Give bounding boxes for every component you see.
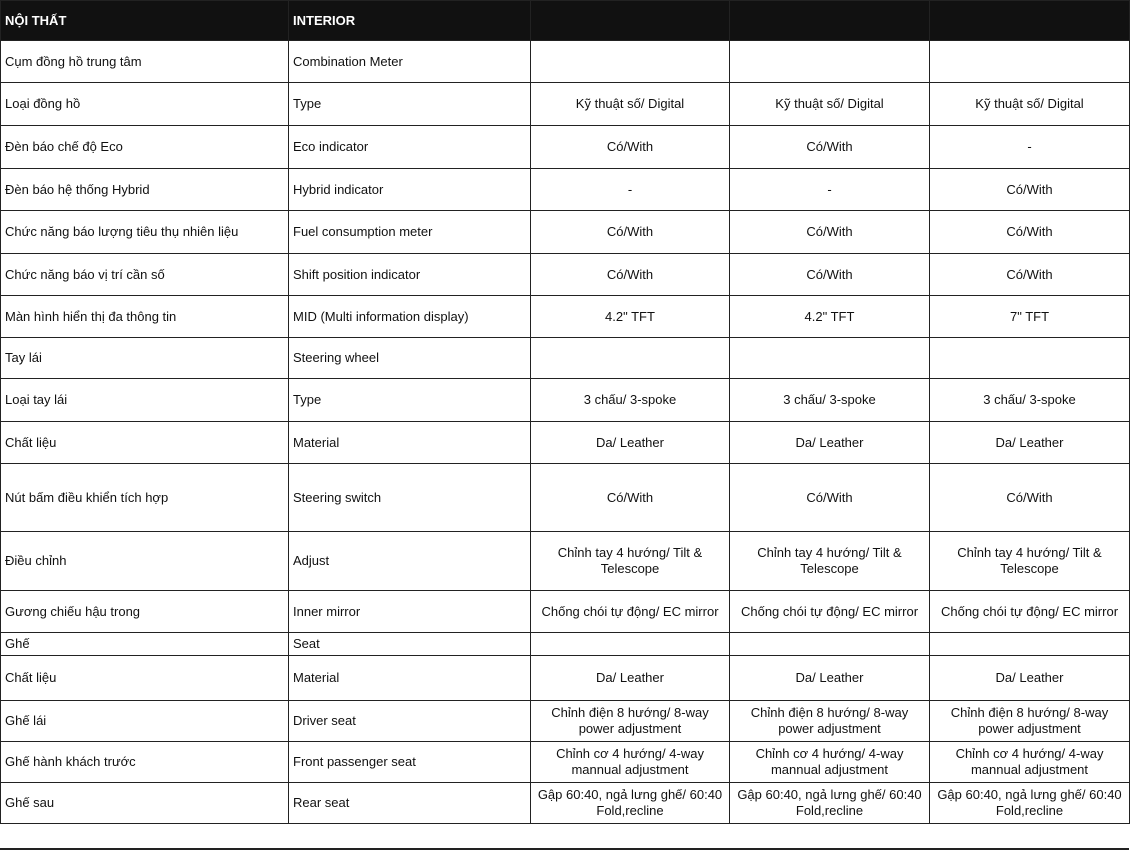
row-value-a: Có/With: [531, 254, 730, 296]
row-label-en: Fuel consumption meter: [289, 211, 531, 254]
row-value-b: Chỉnh cơ 4 hướng/ 4-way mannual adjustment: [730, 742, 930, 783]
table-row: [1, 422, 1130, 464]
row-label-en: Hybrid indicator: [289, 169, 531, 211]
row-value-c: 7" TFT: [930, 296, 1130, 338]
row-value-b: [730, 633, 930, 656]
row-label-vn: Màn hình hiển thị đa thông tin: [1, 296, 289, 338]
row-value-b: Chỉnh tay 4 hướng/ Tilt & Telescope: [730, 532, 930, 591]
row-label-vn: Ghế hành khách trước: [1, 742, 289, 783]
table-bottom-rule: [0, 848, 1129, 850]
row-label-vn: Tay lái: [1, 338, 289, 379]
row-value-c: Gập 60:40, ngả lưng ghế/ 60:40 Fold,recline: [930, 783, 1130, 824]
row-value-c: Chỉnh điện 8 hướng/ 8-way power adjustment: [930, 701, 1130, 742]
row-label-vn: Ghế: [1, 633, 289, 656]
row-label-vn: Gương chiếu hậu trong: [1, 591, 289, 633]
row-value-a: Da/ Leather: [531, 656, 730, 701]
row-value-c: Có/With: [930, 464, 1130, 532]
row-value-c: [930, 633, 1130, 656]
row-label-en: MID (Multi information display): [289, 296, 531, 338]
row-label-en: Combination Meter: [289, 41, 531, 83]
row-value-c: Có/With: [930, 211, 1130, 254]
row-label-en: Adjust: [289, 532, 531, 591]
row-value-c: [930, 338, 1130, 379]
table-row: [1, 591, 1130, 633]
row-value-c: Kỹ thuật số/ Digital: [930, 83, 1130, 126]
row-label-vn: Nút bấm điều khiển tích hợp: [1, 464, 289, 532]
row-label-en: Material: [289, 422, 531, 464]
row-value-a: Kỹ thuật số/ Digital: [531, 83, 730, 126]
row-label-en: Inner mirror: [289, 591, 531, 633]
table-header-row: [1, 1, 1130, 41]
table-row: [1, 783, 1130, 824]
row-value-a: 4.2" TFT: [531, 296, 730, 338]
row-value-b: Có/With: [730, 211, 930, 254]
row-label-en: Rear seat: [289, 783, 531, 824]
table-row: [1, 296, 1130, 338]
row-value-a: Chỉnh cơ 4 hướng/ 4-way mannual adjustment: [531, 742, 730, 783]
row-value-b: 4.2" TFT: [730, 296, 930, 338]
table-row: [1, 701, 1130, 742]
row-value-c: Chỉnh cơ 4 hướng/ 4-way mannual adjustment: [930, 742, 1130, 783]
row-label-vn: Cụm đồng hồ trung tâm: [1, 41, 289, 83]
table-row: [1, 633, 1130, 656]
row-value-a: Gập 60:40, ngả lưng ghế/ 60:40 Fold,recline: [531, 783, 730, 824]
table-row: [1, 211, 1130, 254]
row-value-c: Chống chói tự động/ EC mirror: [930, 591, 1130, 633]
row-label-vn: Chất liệu: [1, 422, 289, 464]
header-en: INTERIOR: [289, 1, 531, 41]
row-value-c: Có/With: [930, 169, 1130, 211]
row-value-a: Chỉnh điện 8 hướng/ 8-way power adjustment: [531, 701, 730, 742]
row-value-a: Có/With: [531, 126, 730, 169]
row-label-en: Seat: [289, 633, 531, 656]
header-variant-c: [930, 1, 1130, 41]
table-row: [1, 169, 1130, 211]
table-row: [1, 656, 1130, 701]
row-value-c: Chỉnh tay 4 hướng/ Tilt & Telescope: [930, 532, 1130, 591]
row-value-b: Da/ Leather: [730, 422, 930, 464]
row-value-c: [930, 41, 1130, 83]
row-value-c: Có/With: [930, 254, 1130, 296]
table-row: [1, 464, 1130, 532]
row-label-vn: Chức năng báo vị trí cần số: [1, 254, 289, 296]
row-value-c: Da/ Leather: [930, 422, 1130, 464]
header-vn: NỘI THẤT: [1, 1, 289, 41]
row-label-vn: Đèn báo hệ thống Hybrid: [1, 169, 289, 211]
row-value-a: Chống chói tự động/ EC mirror: [531, 591, 730, 633]
row-value-a: 3 chấu/ 3-spoke: [531, 379, 730, 422]
row-value-b: 3 chấu/ 3-spoke: [730, 379, 930, 422]
row-label-vn: Loại đồng hồ: [1, 83, 289, 126]
row-label-en: Driver seat: [289, 701, 531, 742]
row-value-a: Có/With: [531, 464, 730, 532]
row-label-vn: Chất liệu: [1, 656, 289, 701]
row-value-a: [531, 338, 730, 379]
row-value-c: Da/ Leather: [930, 656, 1130, 701]
row-label-en: Steering switch: [289, 464, 531, 532]
row-label-en: Steering wheel: [289, 338, 531, 379]
row-value-a: -: [531, 169, 730, 211]
row-value-b: Kỹ thuật số/ Digital: [730, 83, 930, 126]
row-label-en: Eco indicator: [289, 126, 531, 169]
row-value-a: Chỉnh tay 4 hướng/ Tilt & Telescope: [531, 532, 730, 591]
row-value-b: Chống chói tự động/ EC mirror: [730, 591, 930, 633]
row-label-en: Shift position indicator: [289, 254, 531, 296]
row-value-b: Có/With: [730, 464, 930, 532]
row-label-en: Front passenger seat: [289, 742, 531, 783]
row-value-b: Da/ Leather: [730, 656, 930, 701]
row-label-vn: Điều chỉnh: [1, 532, 289, 591]
row-label-vn: Chức năng báo lượng tiêu thụ nhiên liệu: [1, 211, 289, 254]
table-row: [1, 379, 1130, 422]
row-value-b: Gập 60:40, ngả lưng ghế/ 60:40 Fold,recline: [730, 783, 930, 824]
row-value-c: 3 chấu/ 3-spoke: [930, 379, 1130, 422]
table-row: [1, 41, 1130, 83]
table-row: [1, 742, 1130, 783]
row-value-a: [531, 633, 730, 656]
row-label-vn: Đèn báo chế độ Eco: [1, 126, 289, 169]
row-value-c: -: [930, 126, 1130, 169]
row-value-b: Chỉnh điện 8 hướng/ 8-way power adjustment: [730, 701, 930, 742]
row-value-a: [531, 41, 730, 83]
row-value-b: [730, 338, 930, 379]
row-value-b: -: [730, 169, 930, 211]
table-row: [1, 83, 1130, 126]
row-value-b: Có/With: [730, 126, 930, 169]
row-value-a: Có/With: [531, 211, 730, 254]
header-variant-a: [531, 1, 730, 41]
table-row: [1, 126, 1130, 169]
row-label-en: Type: [289, 83, 531, 126]
table-row: [1, 532, 1130, 591]
row-value-b: Có/With: [730, 254, 930, 296]
row-value-b: [730, 41, 930, 83]
table-row: [1, 338, 1130, 379]
row-label-en: Material: [289, 656, 531, 701]
row-label-vn: Ghế sau: [1, 783, 289, 824]
row-label-en: Type: [289, 379, 531, 422]
header-variant-b: [730, 1, 930, 41]
row-label-vn: Ghế lái: [1, 701, 289, 742]
row-label-vn: Loại tay lái: [1, 379, 289, 422]
table-row: [1, 254, 1130, 296]
row-value-a: Da/ Leather: [531, 422, 730, 464]
